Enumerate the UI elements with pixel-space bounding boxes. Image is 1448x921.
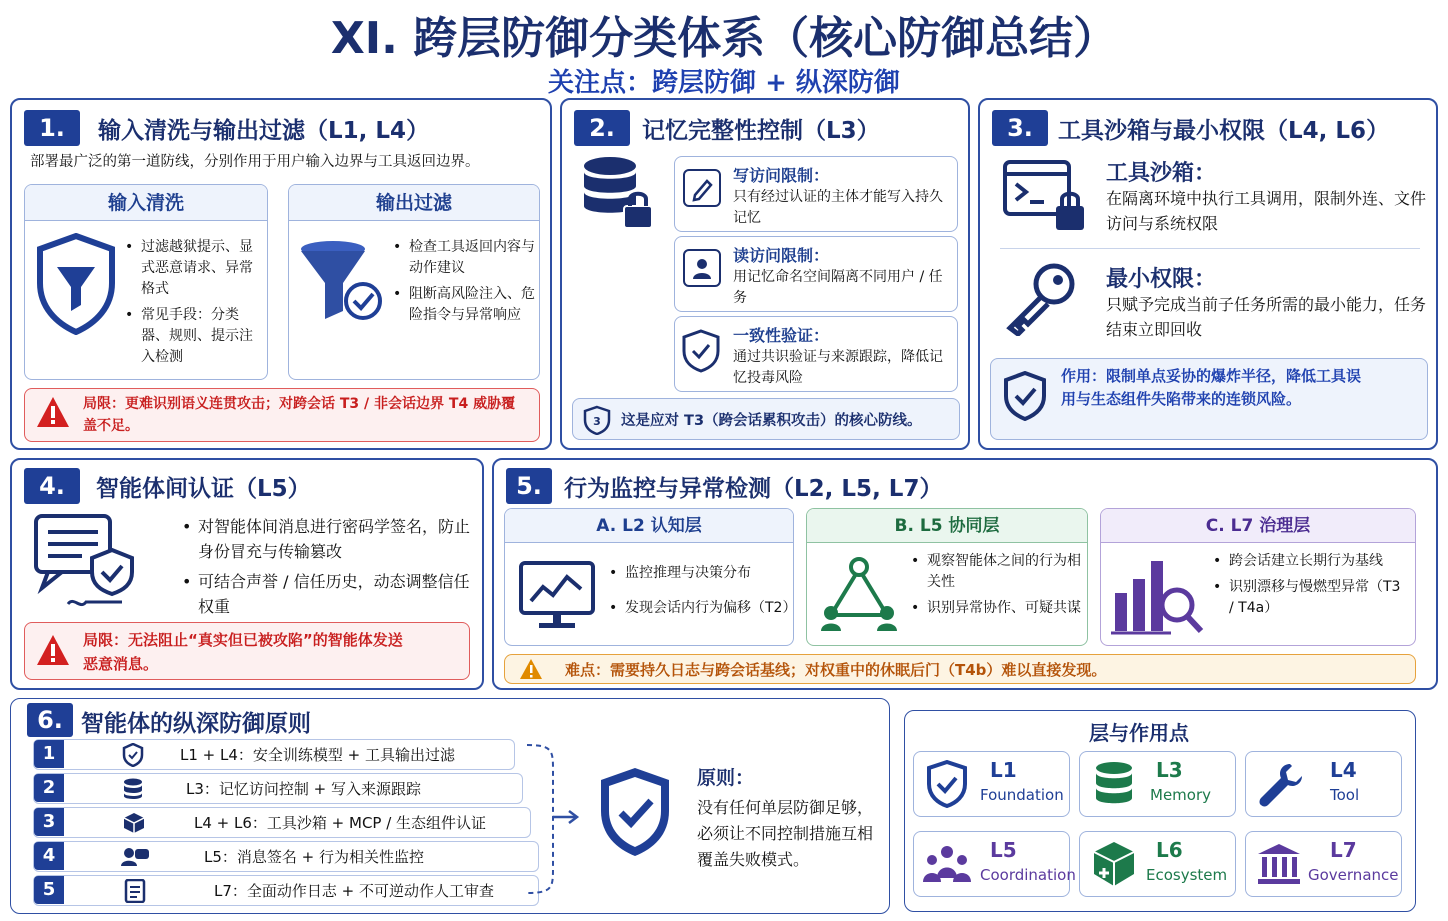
panel-description: 部署最广泛的第一道防线，分别作用于用户输入边界与工具返回边界。 [30,154,480,170]
cube-plus-icon [1092,840,1136,892]
people-group-icon [922,844,972,890]
layers-title: 层与作用点 [1089,721,1189,745]
bullet-item: • 监控推理与决策分布 [609,563,793,584]
pyramid-row [33,841,539,872]
key-icon [1002,260,1080,340]
shield-funnel-icon [35,233,117,335]
pyramid-row-text: L5：消息签名 + 行为相关性监控 [204,848,425,866]
chat-people-icon [120,846,150,872]
shield-icon [583,405,611,439]
bullet-list [182,514,472,624]
layer-id: L7 [1330,838,1357,862]
bullet-list [393,237,535,331]
panel-layers [904,710,1416,912]
shield-check-icon [1003,371,1047,425]
pencil-icon [683,169,721,207]
layer-card-l6 [1079,831,1236,897]
network-people-icon [817,555,901,639]
layer-id: L4 [1330,758,1357,782]
database-icon [1094,760,1134,812]
panel-title: 智能体间认证（L5） [96,476,311,502]
panel-agent-auth [10,458,484,690]
card-heading: 输入清洗 [25,185,267,221]
bullet-item: • 观察智能体之间的行为相关性 [911,551,1085,593]
panel-number: 1. [24,110,80,146]
limitation-text: 局限：无法阻止“真实但已被攻陷”的智能体发送恶意消息。 [83,631,403,673]
bullet-item: • 发现会话内行为偏移（T2） [609,598,793,619]
panel-number: 5. [506,468,552,504]
bullet-item: • 阻断高风险注入、危险指令与异常响应 [393,284,535,326]
core-defense-note [572,398,960,440]
layer-id: L6 [1156,838,1183,862]
pyramid-row-number: 2 [34,774,64,802]
sandbox-body: 在隔离环境中执行工具调用，限制外连、文件访问与系统权限 [1106,189,1427,233]
bullet-list [1213,551,1409,624]
document-list-icon [124,879,146,907]
pyramid-row-text: L1 + L4：安全训练模型 + 工具输出过滤 [180,746,456,764]
card-body: 用记忆命名空间隔离不同用户 / 任务 [733,269,943,306]
layer-id: L3 [1156,758,1183,782]
cognitive-layer-card [504,508,797,646]
bullet-item: • 过滤越狱提示、显式恶意请求、异常格式 [125,237,261,300]
panel-number: 6. [27,703,73,737]
bullet-list [609,563,797,624]
card-body: 只有经过认证的主体才能写入持久记忆 [733,189,943,226]
consistency-card [674,316,958,392]
panel-number: 2. [574,110,630,146]
panel-title: 工具沙箱与最小权限（L4, L6） [1058,118,1390,144]
output-filter-card [288,184,540,380]
principle-body: 没有任何单层防御足够，必须让不同控制措施互相覆盖失败模式。 [697,798,874,869]
layer-name: Coordination [980,866,1076,884]
limitation-text: 局限：更难识别语义连贯攻击；对跨会话 T3 / 非会话边界 T4 威胁覆盖不足。 [83,396,516,434]
panel-title: 记忆完整性控制（L3） [642,118,880,144]
bullet-item: • 对智能体间消息进行密码学签名，防止身份冒充与传输篡改 [182,514,472,564]
pyramid-row-number: 1 [34,740,64,768]
warning-icon [519,658,543,684]
terminal-lock-icon [1002,158,1088,240]
panel-title: 行为监控与异常检测（L2, L5, L7） [564,476,943,502]
page-title: XI. 跨层防御分类体系（核心防御总结） [330,13,1118,64]
user-doc-icon [683,249,721,287]
institution-icon [1256,842,1302,890]
panel-defense-in-depth [10,698,890,914]
bullet-item: • 检查工具返回内容与动作建议 [393,237,535,279]
card-title: 一致性验证： [733,326,830,345]
card-title: 写访问限制： [733,166,830,185]
pyramid-row-text: L4 + L6：工具沙箱 + MCP / 生态组件认证 [194,814,487,832]
panel-title: 智能体的纵深防御原则 [81,711,311,737]
pyramid-row-number: 5 [34,876,64,904]
shield-check-icon [597,765,673,863]
card-body: 通过共识验证与来源跟踪，降低记忆投毒风险 [733,349,943,386]
difficulty-text: 难点：需要持久日志与跨会话基线；对权重中的休眠后门（T4b）难以直接发现。 [565,661,1107,679]
layer-card-l3 [1079,751,1236,817]
sandbox-title: 工具沙箱： [1106,161,1217,186]
panel-memory-integrity [560,98,970,450]
bullet-item: • 跨会话建立长期行为基线 [1213,551,1409,572]
shield-icon [122,743,144,771]
card-heading: C. L7 治理层 [1101,509,1415,543]
pyramid-row-text: L7：全面动作日志 + 不可逆动作人工审查 [214,882,495,900]
effect-note [990,358,1428,440]
card-heading: 输出过滤 [289,185,539,221]
card-heading: A. L2 认知层 [505,509,793,543]
effect-text: 作用：限制单点妥协的爆炸半径，降低工具误用与生态组件失陷带来的连锁风险。 [1061,367,1362,408]
layer-name: Tool [1330,786,1360,804]
card-heading: B. L5 协同层 [807,509,1087,543]
limitation-box [24,388,540,442]
svg-text:3: 3 [593,415,601,428]
governance-layer-card [1100,508,1416,646]
bullet-list [911,551,1085,624]
panel-title: 输入清洗与输出过滤（L1, L4） [98,118,430,144]
input-sanitization-card [24,184,268,380]
bar-chart-magnifier-icon [1111,553,1207,643]
wrench-icon [1256,760,1304,812]
layer-id: L1 [990,758,1017,782]
bullet-item: • 识别异常协作、可疑共谋 [911,598,1085,619]
least-privilege-body: 只赋予完成当前子任务所需的最小能力，任务结束立即回收 [1106,295,1427,339]
pyramid-row-number: 3 [34,808,64,836]
pyramid-row-number: 4 [34,842,64,870]
layer-card-l4 [1245,751,1402,817]
bracket-arrow [523,741,583,901]
layer-name: Ecosystem [1146,866,1228,884]
signed-message-icon [32,512,152,616]
page-subtitle: 关注点：跨层防御 + 纵深防御 [548,68,900,98]
card-title: 读访问限制： [733,246,830,265]
principle-title: 原则： [697,767,755,789]
bullet-item: • 识别漂移与慢燃型异常（T3 / T4a） [1213,577,1409,619]
layer-name: Governance [1308,866,1399,884]
difficulty-box [504,654,1416,684]
funnel-check-icon [297,239,387,329]
bullet-list [125,237,261,373]
panel-number: 3. [992,110,1048,146]
coordination-layer-card [806,508,1088,646]
pyramid-row [33,875,539,906]
pyramid-row [33,773,523,804]
pyramid-row-text: L3：记忆访问控制 + 写入来源跟踪 [186,780,422,798]
database-lock-icon [580,154,660,234]
warning-icon [35,633,71,671]
panel-tool-sandbox [978,98,1438,450]
pyramid-row [33,807,531,838]
read-access-card [674,236,958,312]
database-icon [122,777,144,805]
layer-id: L5 [990,838,1017,862]
divider [1000,248,1420,249]
layer-card-l1 [913,751,1070,817]
cube-icon [122,811,146,839]
layer-name: Memory [1150,786,1212,804]
write-access-card [674,156,958,232]
pyramid-row [33,739,515,770]
shield-check-icon [681,329,721,377]
least-privilege-title: 最小权限： [1106,267,1217,292]
bullet-item: • 可结合声誉 / 信任历史，动态调整信任权重 [182,569,472,619]
monitor-chart-icon [517,559,597,639]
layer-card-l5 [913,831,1076,897]
warning-icon [35,395,71,433]
panel-behavior-monitoring [492,458,1438,690]
note-text: 这是应对 T3（跨会话累积攻击）的核心防线。 [621,413,922,429]
bullet-item: • 常见手段：分类器、规则、提示注入检测 [125,305,261,368]
layer-name: Foundation [980,786,1064,804]
limitation-box [24,622,470,680]
panel-input-output-filter [10,98,552,450]
shield-check-icon [926,760,968,812]
panel-number: 4. [24,468,80,504]
layer-card-l7 [1245,831,1402,897]
